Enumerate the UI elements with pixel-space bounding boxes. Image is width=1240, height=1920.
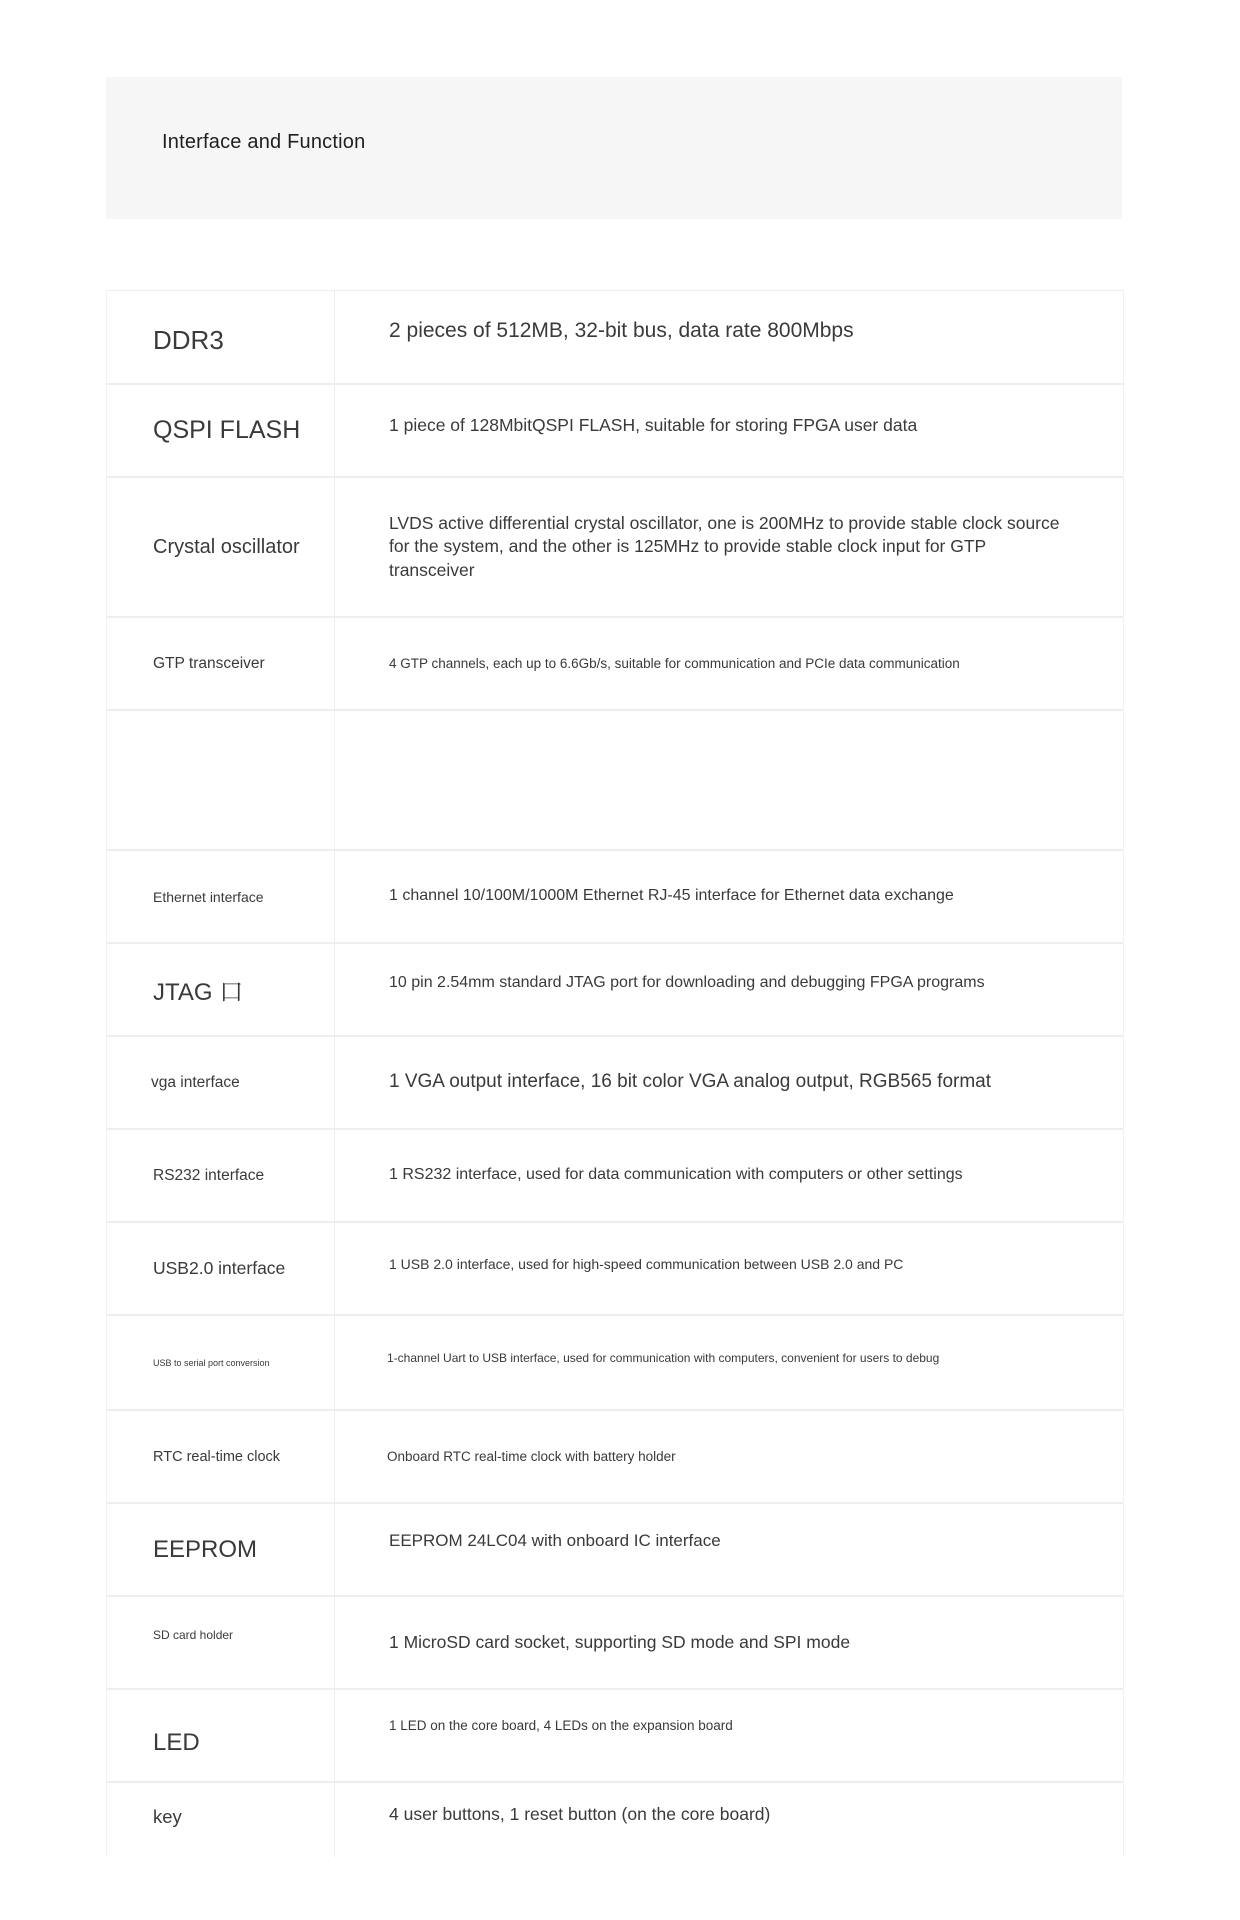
row-name: RS232 interface [107,1130,335,1221]
row-name: USB to serial port conversion [107,1316,335,1409]
row-name: GTP transceiver [107,618,335,709]
table-row [107,1411,1123,1504]
row-name: SD card holder [107,1597,335,1688]
table-row [107,1037,1123,1130]
row-name: QSPI FLASH [107,385,335,476]
table-row [107,1316,1123,1411]
row-description: LVDS active differential crystal oscillator, one is 200MHz to provide stable clock source for the system, and the other is 125MHz to provide stable clock input for GTP transceiver [389,513,1060,580]
row-name: RTC real-time clock [107,1411,335,1502]
row-description: 1 channel 10/100M/1000M Ethernet RJ-45 interface for Ethernet data exchange [389,887,954,905]
table-row [107,1690,1123,1783]
row-name: USB2.0 interface [107,1223,335,1314]
row-name [107,711,335,849]
row-description: 1 MicroSD card socket, supporting SD mode and SPI mode [389,1632,851,1653]
row-description: 10 pin 2.54mm standard JTAG port for downloading and debugging FPGA programs [389,974,985,992]
row-name: DDR3 [107,291,335,383]
table-row [107,385,1123,478]
row-description: 1 piece of 128MbitQSPI FLASH, suitable for storing FPGA user data [389,415,918,436]
spec-table [106,290,1124,1857]
row-name: JTAG 口 [107,944,335,1035]
row-name: Ethernet interface [107,851,335,942]
section-header [106,77,1122,219]
table-row [107,1130,1123,1223]
row-description: 2 pieces of 512MB, 32-bit bus, data rate 800Mbps [389,319,854,343]
table-row [107,1223,1123,1316]
row-description [335,711,1123,849]
row-description: 1 USB 2.0 interface, used for high-speed communication between USB 2.0 and PC [389,1256,904,1273]
table-row [107,851,1123,944]
row-description: 1 RS232 interface, used for data communication with computers or other settings [389,1166,963,1184]
row-name: vga interface [107,1037,335,1128]
row-name: EEPROM [107,1504,335,1595]
table-row [107,944,1123,1037]
table-row [107,1783,1123,1857]
table-row [107,291,1123,385]
section-title: Interface and Function [162,131,366,153]
row-name: key [107,1783,335,1857]
table-row [107,478,1123,618]
row-name: Crystal oscillator [107,478,335,616]
table-row-empty [107,711,1123,851]
row-description: EEPROM 24LC04 with onboard IC interface [389,1531,721,1551]
row-description: 4 user buttons, 1 reset button (on the core board) [389,1803,771,1824]
row-description: 1 LED on the core board, 4 LEDs on the expansion board [389,1717,733,1733]
row-description: 1-channel Uart to USB interface, used for communication with computers, convenient for users to debug [387,1350,940,1365]
row-description: 4 GTP channels, each up to 6.6Gb/s, suitable for communication and PCIe data communication [389,655,960,671]
table-row [107,1504,1123,1597]
table-row [107,1597,1123,1690]
row-description: 1 VGA output interface, 16 bit color VGA analog output, RGB565 format [389,1071,992,1093]
row-name: LED [107,1690,335,1781]
table-row [107,618,1123,711]
row-description: Onboard RTC real-time clock with battery holder [387,1448,676,1464]
